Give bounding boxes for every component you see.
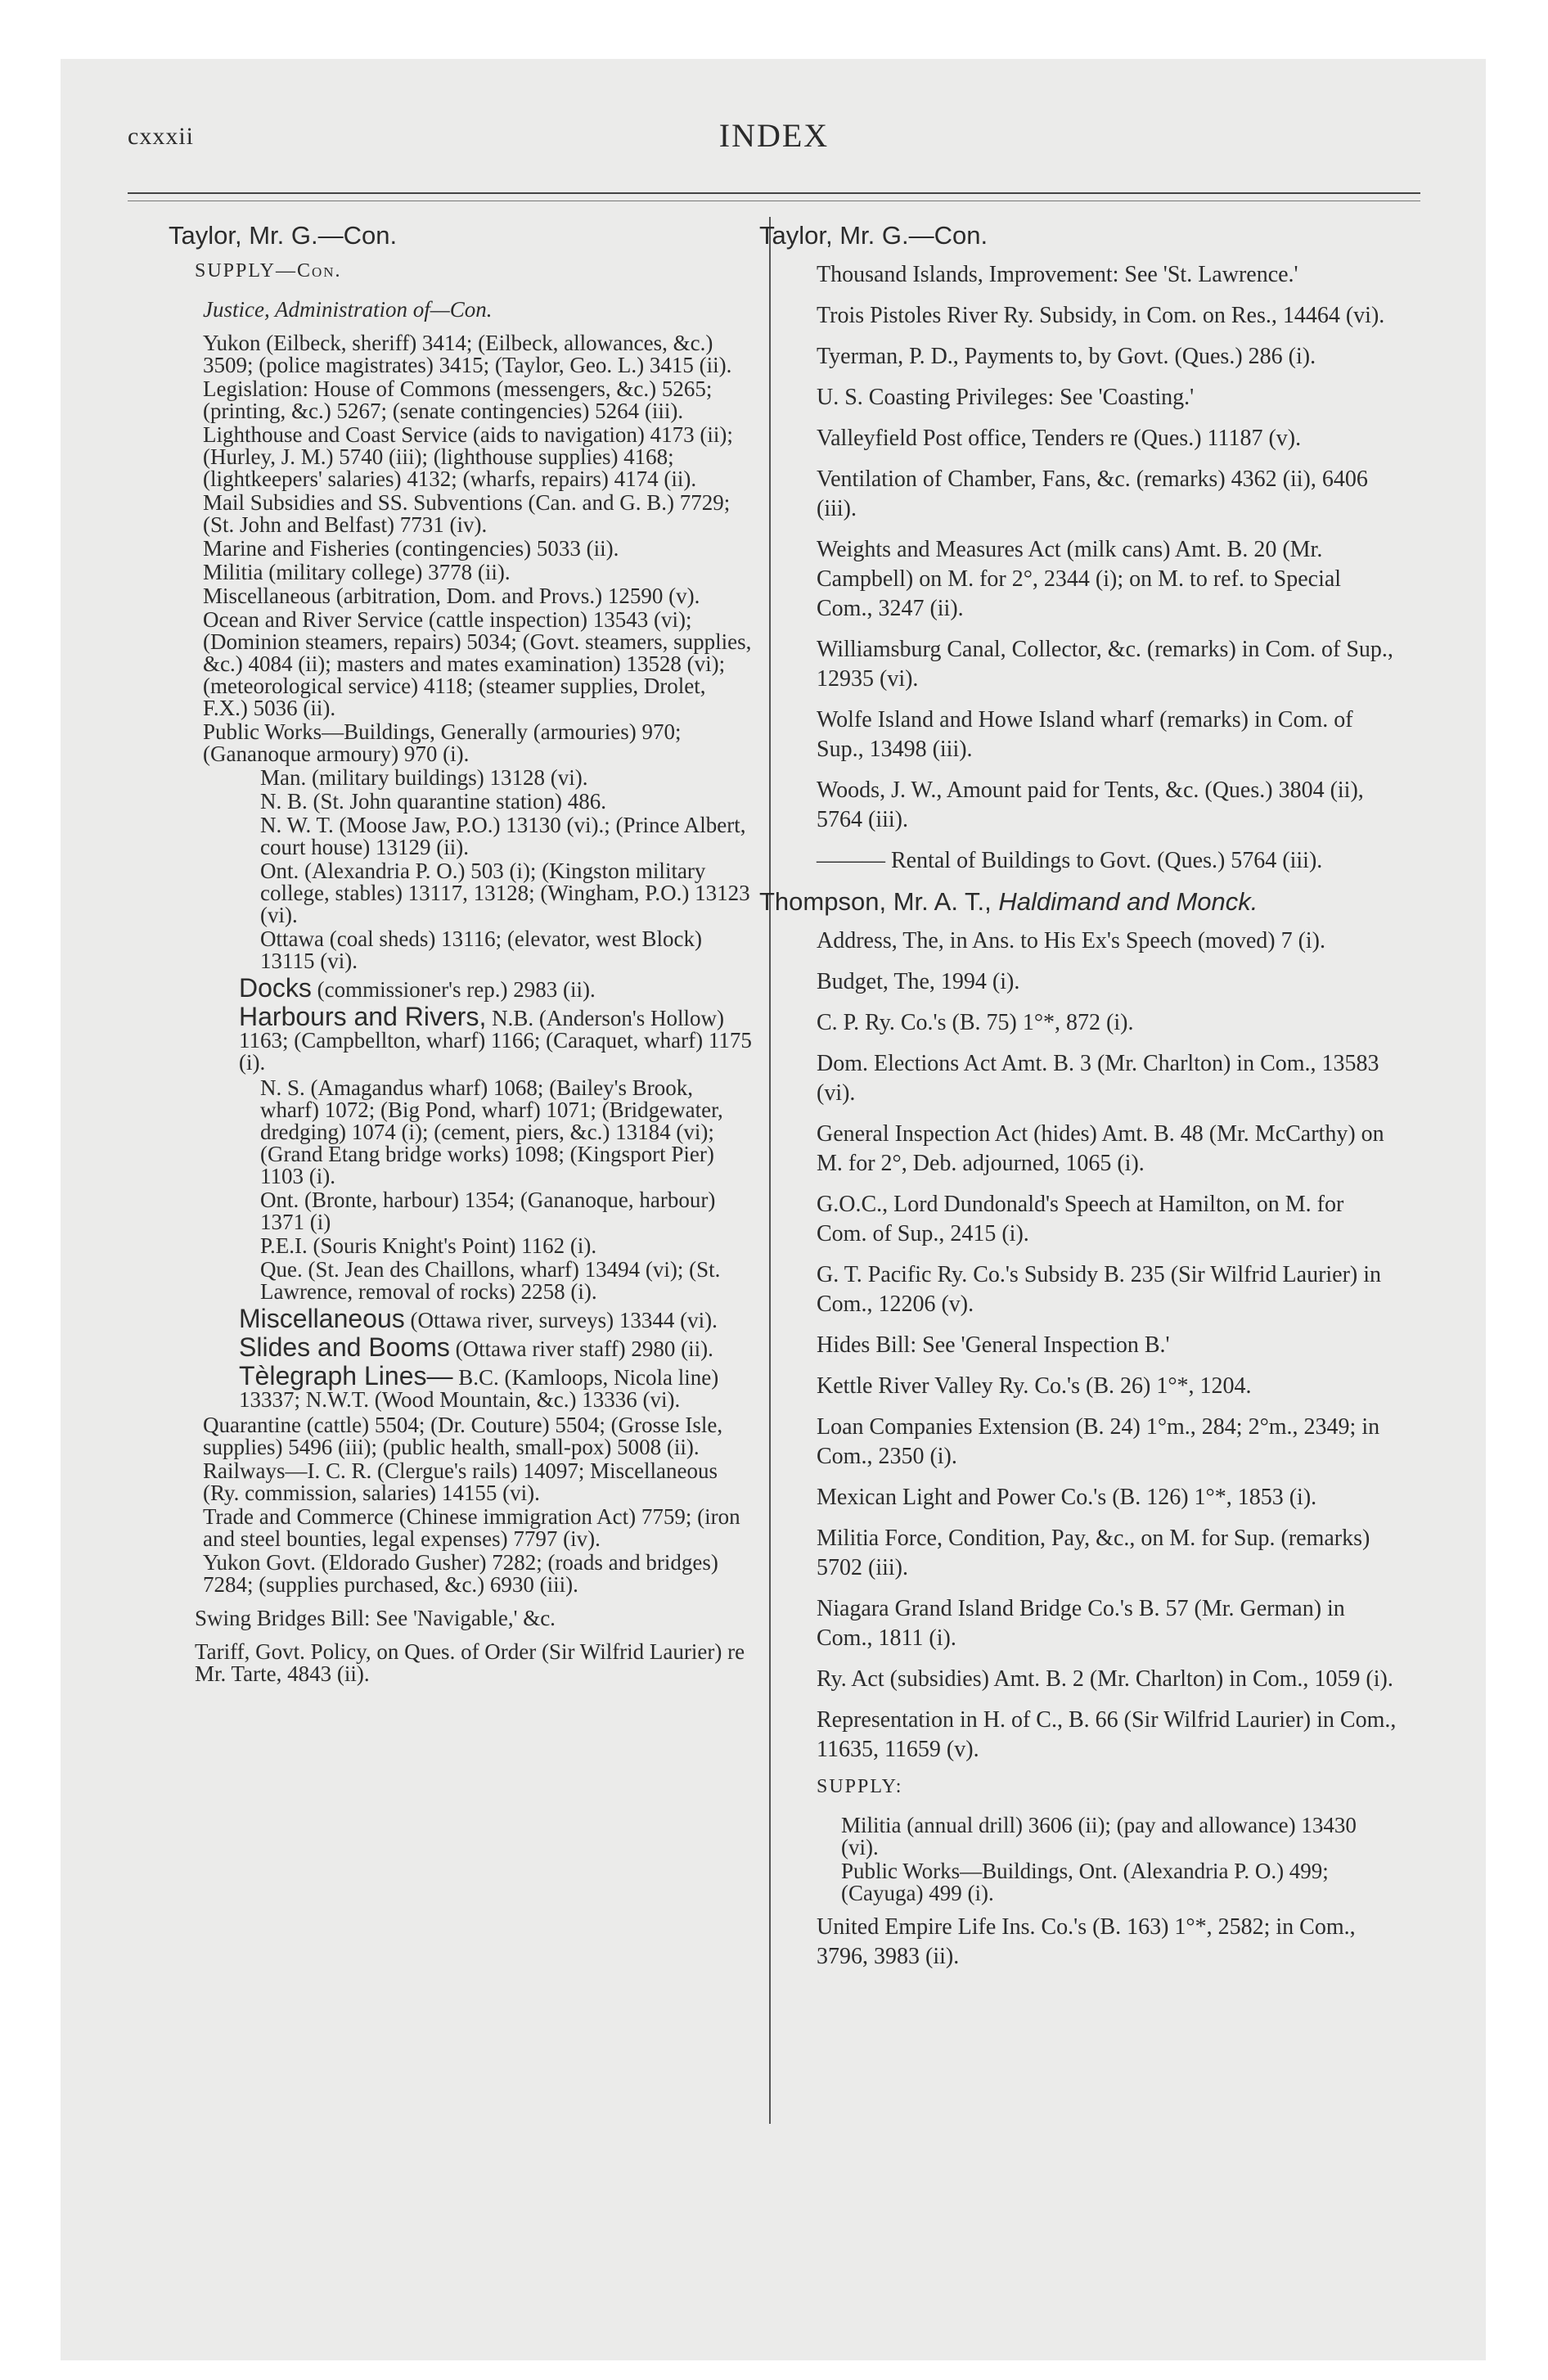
index-entry: Tyerman, P. D., Payments to, by Govt. (Ques.) 286 (i). <box>817 344 1316 369</box>
index-line-harbours <box>239 1002 753 1075</box>
index-line: Que. (St. Jean des Chaillons, wharf) 13494 (vi); (St. Lawrence, removal of rocks) 2258 (i). <box>260 1257 721 1304</box>
index-entry: ——— Rental of Buildings to Govt. (Ques.) 5764 (iii). <box>817 848 1323 873</box>
index-line: Militia (military college) 3778 (ii). <box>203 560 511 584</box>
index-line: Lighthouse and Coast Service (aids to navigation) 4173 (ii); (Hurley, J. M.) 5740 (iii); (lighthouse supplies) 4168; (lightkeepers' salaries) 4132; (wharfs, repairs) 4174 (ii). <box>203 422 733 491</box>
harbour-list <box>170 1077 753 1303</box>
index-line-telegraph <box>239 1361 753 1412</box>
term-text: N.B. (Anderson's Hollow) 1163; (Campbellton, wharf) 1166; (Caraquet, wharf) 1175 (i). <box>239 1006 752 1075</box>
index-line: N. W. T. (Moose Jaw, P.O.) 13130 (vi).; (Prince Albert, court house) 13129 (ii). <box>260 813 746 859</box>
entry-heading-thompson <box>759 887 1399 917</box>
section-label: SUPPLY—Con. <box>195 260 342 282</box>
right-column <box>759 219 1399 1983</box>
index-line: Legislation: House of Commons (messengers, &c.) 5265; (printing, &c.) 5267; (senate contingencies) 5264 (iii). <box>203 376 713 423</box>
page-number: cxxxii <box>128 123 194 150</box>
index-line: Marine and Fisheries (contingencies) 5033 (ii). <box>203 536 619 561</box>
term-text: (Ottawa river staff) 2980 (ii). <box>455 1336 713 1361</box>
term-text: (Ottawa river, surveys) 13344 (vi). <box>410 1308 718 1332</box>
bold-term: Tèlegraph Lines— <box>239 1361 453 1391</box>
tail-list <box>170 1414 753 1596</box>
index-line: Miscellaneous (arbitration, Dom. and Provs.) 12590 (v). <box>203 584 700 608</box>
person-name: Thompson, Mr. A. T., <box>759 887 992 916</box>
index-entry: Ry. Act (subsidies) Amt. B. 2 (Mr. Charlton) in Com., 1059 (i). <box>817 1666 1393 1692</box>
index-entry: United Empire Life Ins. Co.'s (B. 163) 1°*, 2582; in Com., 3796, 3983 (ii). <box>817 1914 1356 1969</box>
subsection-label: Justice, Administration of—Con. <box>203 297 493 322</box>
header-rule <box>128 192 1420 194</box>
bold-term: Docks <box>239 973 312 1003</box>
index-entry: G. T. Pacific Ry. Co.'s Subsidy B. 235 (Sir Wilfrid Laurier) in Com., 12206 (v). <box>817 1262 1382 1317</box>
page-title: INDEX <box>718 117 830 154</box>
index-line: Militia (annual drill) 3606 (ii); (pay and allowance) 13430 (vi). <box>841 1813 1357 1859</box>
term-text: (commissioner's rep.) 2983 (ii). <box>317 977 596 1002</box>
index-entry: Dom. Elections Act Amt. B. 3 (Mr. Charlton) in Com., 13583 (vi). <box>817 1051 1379 1106</box>
index-line: Quarantine (cattle) 5504; (Dr. Couture) 5504; (Grosse Isle, supplies) 5496 (iii); (public health, small-pox) 5008 (ii). <box>203 1413 723 1459</box>
index-line: Public Works—Buildings, Ont. (Alexandria P. O.) 499; (Cayuga) 499 (i). <box>841 1859 1329 1905</box>
index-entry: Niagara Grand Island Bridge Co.'s B. 57 (Mr. German) in Com., 1811 (i). <box>817 1596 1345 1651</box>
index-line: Ocean and River Service (cattle inspection) 13543 (vi); (Dominion steamers, repairs) 5034; (Govt. steamers, supplies, &c.) 4084 (ii); masters and mates examination) 13528 (vi); (meteorological service) 4118; (steamer supplies, Drolet, F.X.) 5036 (ii). <box>203 607 752 720</box>
index-entry: C. P. Ry. Co.'s (B. 75) 1°*, 872 (i). <box>817 1010 1134 1035</box>
index-line-misc <box>239 1304 753 1333</box>
bold-term: Miscellaneous <box>239 1304 405 1333</box>
index-list <box>170 332 753 765</box>
index-line: N. S. (Amagandus wharf) 1068; (Bailey's Brook, wharf) 1072; (Big Pond, wharf) 1071; (Bridgewater, dredging) 1074 (i); (cement, piers, &c.) 13184 (vi); (Grand Etang bridge works) 1098; (Kingsport Pier) 1103 (i). <box>260 1075 723 1188</box>
index-entry: Loan Companies Extension (B. 24) 1°m., 284; 2°m., 2349; in Com., 2350 (i). <box>817 1414 1380 1469</box>
index-entry: Tariff, Govt. Policy, on Ques. of Order (Sir Wilfrid Laurier) re Mr. Tarte, 4843 (ii). <box>195 1639 745 1686</box>
index-entry: Militia Force, Condition, Pay, &c., on M. for Sup. (remarks) 5702 (iii). <box>817 1526 1370 1580</box>
term-text: B.C. (Kamloops, Nicola line) 13337; N.W.T. (Wood Mountain, &c.) 13336 (vi). <box>239 1365 719 1412</box>
index-entry: Wolfe Island and Howe Island wharf (remarks) in Com. of Sup., 13498 (iii). <box>817 707 1353 762</box>
index-entry: G.O.C., Lord Dundonald's Speech at Hamilton, on M. for Com. of Sup., 2415 (i). <box>817 1192 1344 1246</box>
index-line: Man. (military buildings) 13128 (vi). <box>260 765 588 790</box>
index-entry: Address, The, in Ans. to His Ex's Speech (moved) 7 (i). <box>817 928 1326 953</box>
section-label: SUPPLY: <box>817 1776 903 1797</box>
index-line: Ottawa (coal sheds) 13116; (elevator, west Block) 13115 (vi). <box>260 926 702 973</box>
index-entry: Swing Bridges Bill: See 'Navigable,' &c. <box>195 1606 556 1630</box>
entry-heading: Taylor, Mr. G.—Con. <box>169 221 398 250</box>
index-line: N. B. (St. John quarantine station) 486. <box>260 789 606 814</box>
index-line-slides <box>239 1332 753 1362</box>
index-line: P.E.I. (Souris Knight's Point) 1162 (i). <box>260 1233 597 1258</box>
index-entry: Valleyfield Post office, Tenders re (Ques.) 11187 (v). <box>817 426 1302 451</box>
entry-heading: Taylor, Mr. G.—Con. <box>759 221 988 250</box>
index-entry: Hides Bill: See 'General Inspection B.' <box>817 1332 1170 1358</box>
index-line: Trade and Commerce (Chinese immigration Act) 7759; (iron and steel bounties, legal expenses) 7797 (iv). <box>203 1504 740 1551</box>
bold-term: Harbours and Rivers, <box>239 1002 487 1031</box>
index-entry: Kettle River Valley Ry. Co.'s (B. 26) 1°*, 1204. <box>817 1373 1252 1399</box>
index-entry: Woods, J. W., Amount paid for Tents, &c. (Ques.) 3804 (ii), 5764 (iii). <box>817 778 1364 832</box>
index-entry: Budget, The, 1994 (i). <box>817 969 1020 994</box>
index-line: Yukon Govt. (Eldorado Gusher) 7282; (roads and bridges) 7284; (supplies purchased, &c.) 6930 (iii). <box>203 1550 718 1597</box>
index-entry: General Inspection Act (hides) Amt. B. 48 (Mr. McCarthy) on M. for 2°, Deb. adjourned, 1065 (i). <box>817 1121 1384 1176</box>
index-line: Mail Subsidies and SS. Subventions (Can. and G. B.) 7729; (St. John and Belfast) 7731 (iv). <box>203 490 731 537</box>
index-entry: Thousand Islands, Improvement: See 'St. Lawrence.' <box>817 262 1298 287</box>
riding-name: Haldimand and Monck. <box>998 887 1258 916</box>
index-entry: U. S. Coasting Privileges: See 'Coasting.' <box>817 385 1195 410</box>
index-line: Yukon (Eilbeck, sheriff) 3414; (Eilbeck, allowances, &c.) 3509; (police magistrates) 3415; (Taylor, Geo. L.) 3415 (ii). <box>203 331 732 377</box>
left-column <box>170 219 753 1693</box>
index-line: Public Works—Buildings, Generally (armouries) 970; (Gananoque armoury) 970 (i). <box>203 719 682 766</box>
thompson-list <box>759 926 1399 1765</box>
bold-term: Slides and Booms <box>239 1332 450 1362</box>
index-line: Railways—I. C. R. (Clergue's rails) 14097; Miscellaneous (Ry. commission, salaries) 14155 (vi). <box>203 1458 718 1505</box>
index-entry: Trois Pistoles River Ry. Subsidy, in Com. on Res., 14464 (vi). <box>817 303 1385 328</box>
supply-list <box>759 1814 1399 1904</box>
index-line: Ont. (Bronte, harbour) 1354; (Gananoque, harbour) 1371 (i) <box>260 1188 716 1234</box>
index-entry: Mexican Light and Power Co.'s (B. 126) 1°*, 1853 (i). <box>817 1485 1317 1510</box>
index-entry: Ventilation of Chamber, Fans, &c. (remarks) 4362 (ii), 6406 (iii). <box>817 467 1368 521</box>
index-line: Ont. (Alexandria P. O.) 503 (i); (Kingston military college, stables) 13117, 13128; (Wingham, P.O.) 13123 (vi). <box>260 859 750 927</box>
province-list <box>170 767 753 972</box>
index-line-docks <box>239 973 753 1003</box>
index-entry: Williamsburg Canal, Collector, &c. (remarks) in Com. of Sup., 12935 (vi). <box>817 637 1393 692</box>
index-entry: Representation in H. of C., B. 66 (Sir Wilfrid Laurier) in Com., 11635, 11659 (v). <box>817 1707 1397 1762</box>
index-entry: Weights and Measures Act (milk cans) Amt. B. 20 (Mr. Campbell) on M. for 2°, 2344 (i); on M. to ref. to Special Com., 3247 (ii). <box>817 537 1342 621</box>
entry-list <box>759 260 1399 876</box>
